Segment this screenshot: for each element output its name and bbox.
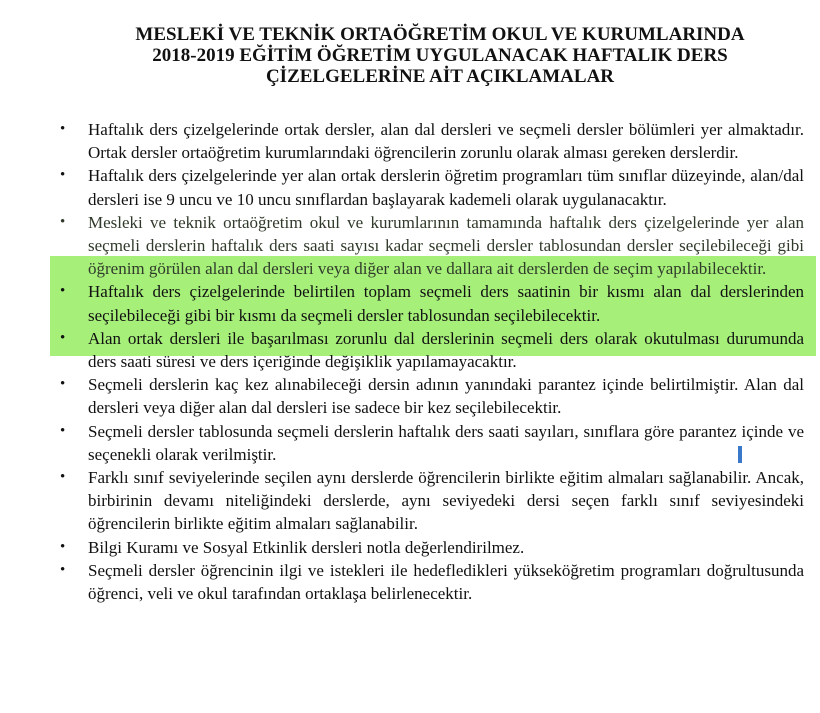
bullet-icon: • (60, 561, 66, 578)
bullet-icon: • (60, 538, 66, 555)
list-item-text: Seçmeli dersler öğrencinin ilgi ve istekleri ile hedefledikleri yükseköğretim programları doğrultusunda öğrenci, veli ve okul tarafından ortaklaşa belirlenecektir. (88, 560, 804, 604)
list-item-text: Haftalık ders çizelgelerinde belirtilen toplam seçmeli ders saatinin bir kısmı alan dal derslerinden seçilebileceği gibi bir kısmı da seçmeli dersler tablosundan seçilebilecektir. (88, 282, 804, 325)
list-item (58, 327, 804, 373)
list-item (58, 373, 804, 419)
list-item-text: Farklı sınıf seviyelerinde seçilen aynı derslerde öğrencilerin birlikte eğitim almaları sağlanabilir. Ancak, birbirinin devamı niteliğindeki derslerde, aynı seviyedeki dersi seçen farklı sınıf seviyesindeki öğrencilerin birlikte eğitim almaları sağlanabilir. (88, 468, 804, 534)
list-item-text: Alan ortak dersleri ile başarılması zorunlu dal derslerinin seçmeli ders olarak okutulması durumunda ders saati süresi ve ders içeriğinde değişiklik yapılamayacaktır. (88, 328, 804, 372)
title-line-3: ÇİZELGELERİNE AİT AÇIKLAMALAR (265, 66, 615, 87)
list-item (58, 280, 804, 326)
list-item (58, 164, 804, 210)
list-item (58, 559, 804, 605)
list-item (58, 420, 804, 466)
bullet-icon: • (60, 422, 66, 439)
title-line-1: MESLEKİ VE TEKNİK ORTAÖĞRETİM OKUL VE KURUMLARINDA (135, 24, 745, 45)
text-cursor[interactable] (738, 446, 742, 463)
list-item-text: Bilgi Kuramı ve Sosyal Etkinlik dersleri notla değerlendirilmez. (88, 537, 525, 557)
list-item (58, 536, 804, 559)
list-item (58, 466, 804, 536)
bullet-list (58, 118, 804, 605)
list-item-text: Mesleki ve teknik ortaöğretim okul ve kurumlarının tamamında haftalık ders çizelgelerinde yer alan seçmeli derslerin haftalık ders saati sayısı kadar seçmeli dersler tablosundan dersler seçilebileceği gibi öğrenim görülen alan dal dersleri veya diğer alan ve dallara ait derslerden de seçim yapılabilecektir. (88, 212, 804, 279)
bullet-icon: • (60, 283, 66, 300)
bullet-icon: • (60, 469, 66, 486)
list-item-text: Haftalık ders çizelgelerinde yer alan ortak derslerin öğretim programları tüm sınıflar düzeyinde, alan/dal dersleri ise 9 uncu ve 10 uncu sınıflardan başlayarak kademeli olarak uygulanacaktır. (88, 166, 804, 209)
list-item-text: Seçmeli derslerin kaç kez alınabileceği dersin adının yanındaki parantez içinde belirtilmiştir. Alan dal dersleri veya diğer alan dal dersleri ise sadece bir kez seçilebilecektir. (88, 375, 804, 418)
list-item-text: Haftalık ders çizelgelerinde ortak dersler, alan dal dersleri ve seçmeli dersler bölümleri yer almaktadır. Ortak dersler ortaöğretim kurumlarındaki öğrencilerin zorunlu olarak alması gereken derslerdir. (88, 120, 804, 163)
bullet-icon: • (60, 121, 66, 137)
title-line-2: 2018-2019 EĞİTİM ÖĞRETİM UYGULANACAK HAFTALIK DERS (152, 45, 728, 66)
bullet-icon: • (60, 213, 66, 230)
bullet-icon: • (60, 329, 66, 346)
document-title (60, 24, 820, 87)
list-item (58, 118, 804, 164)
list-item-text: Seçmeli dersler tablosunda seçmeli derslerin haftalık ders saati sayıları, sınıflara göre parantez içinde ve seçenekli olarak verilmiştir. (88, 421, 804, 464)
list-item-highlighted (58, 211, 804, 281)
bullet-icon: • (60, 376, 66, 393)
bullet-icon: • (60, 167, 66, 184)
